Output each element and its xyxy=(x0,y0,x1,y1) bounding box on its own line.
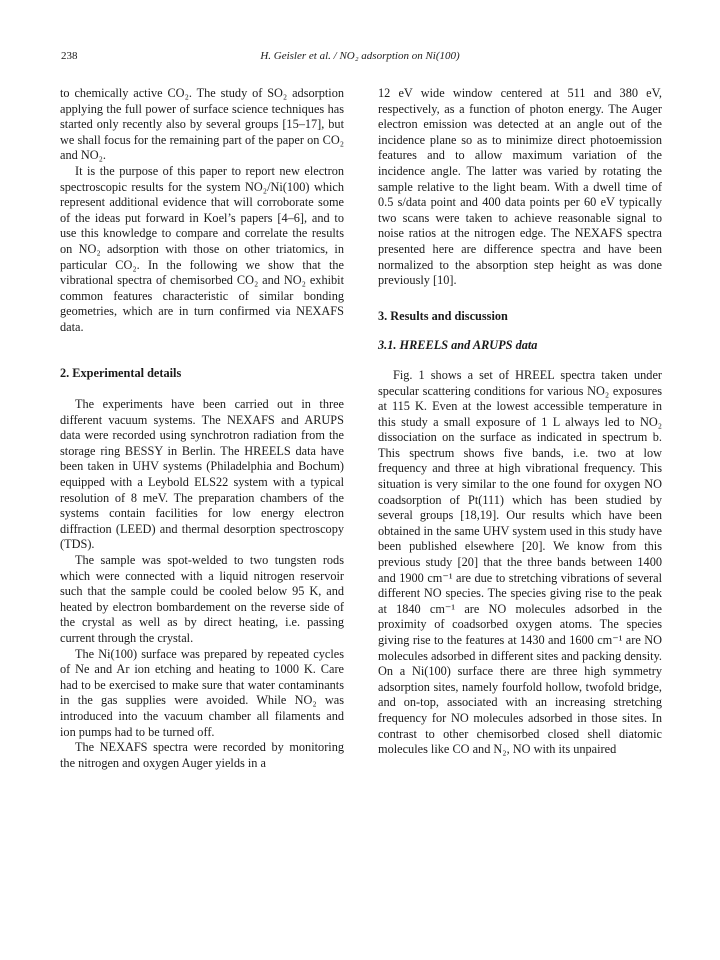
results-paragraph: Fig. 1 shows a set of HREEL spectra taken under specular scattering conditions for various NO₂ exposures at 115 K. Even at the lowest accessible temperature in this study a small exposure of 1 L always led to NO₂ dissociation on the surface as indicated in spectrum b. This spectrum shows five bands, i.e. two at low frequency and three at high vibrational frequency. This situation is very similar to the one found for oxygen NO coadsorption of Pt(111) which has been studied by several groups [18,19]. Our results which have been obtained in the same UHV system used in this study have been published elsewhere [20]. We know from this previous study [20] that the three bands between 1400 and 1900 cm⁻¹ are due to stretching vibrations of several different NO species. The species giving rise to the peak at 1840 cm⁻¹ are NO molecules adsorbed in the proximity of coadsorbed oxygen atoms. The species giving rise to the features at 1430 and 1600 cm⁻¹ are NO molecules adsorbed in different sites and packing density. On a Ni(100) surface there are three high symmetry adsorption sites, namely fourfold hollow, twofold bridge, and on-top, associated with an increasing stretching frequency for NO molecules adsorbed in those sites. In contrast to other chemisorbed closed shell diatomic molecules like CO and N₂, NO with its unpaired xyxy=(378,367,662,757)
intro-continuation-paragraph: to chemically active CO₂. The study of SO₂ adsorption applying the full power of surface science techniques has started only recently also by several groups [15–17], but we shall focus for the remaining part of the paper on CO₂ and NO₂. xyxy=(60,86,344,163)
subsection-3-1-heading: 3.1. HREELS and ARUPS data xyxy=(378,338,538,353)
experimental-paragraph-3: The Ni(100) surface was prepared by repeated cycles of Ne and Ar ion etching and heating to 1000 K. Care had to be exercised to make sure that water contaminants in the gas supplies were avoided. While NO₂ was introduced into the vacuum chamber all filaments and ion pumps had to be turned off. xyxy=(60,646,344,739)
section-3-heading: 3. Results and discussion xyxy=(378,308,508,323)
section-2-heading: 2. Experimental details xyxy=(60,365,182,380)
experimental-paragraph-4: The NEXAFS spectra were recorded by monitoring the nitrogen and oxygen Auger yields in a xyxy=(60,740,344,770)
right-column xyxy=(378,86,662,758)
page-number: 238 xyxy=(61,50,78,62)
experimental-paragraph-1: The experiments have been carried out in three different vacuum systems. The NEXAFS and ARUPS data were recorded using synchrotron radiation from the storage ring BESSY in Berlin. The HREELS data have been taken in UHV systems (Philadelphia and Bochum) equipped with a Leybold ELS22 system with a typical resolution of 8 meV. The preparation chambers of the systems contain facilities for low energy electron diffraction (LEED) and thermal desorption spectroscopy (TDS). xyxy=(60,397,344,552)
left-column xyxy=(60,86,344,771)
experimental-continuation-paragraph: 12 eV wide window centered at 511 and 380 eV, respectively, as a function of photon energy. The Auger electron emission was detected at an angle out of the incidence plane so as to minimize direct photoemission features and to allow maximum variation of the incidence angle. The latter was varied by rotating the sample relative to the light beam. With a dwell time of 0.5 s/data point and 400 data points per 60 eV typically two scans were taken to achieve reasonable signal to noise ratios at the nitrogen edge. The NEXAFS spectra presented here are difference spectra and have been normalized to the absorption step height as was done previously [10]. xyxy=(378,86,662,288)
experimental-paragraph-2: The sample was spot-welded to two tungsten rods which were connected with a liquid nitrogen reservoir such that the sample could be cooled below 95 K, and heated by electron bombardement on the reverse side of the crystal as well as by direct heating, i.e. passing current through the crystal. xyxy=(60,553,344,645)
running-head: H. Geisler et al. / NO₂ adsorption on Ni(100) xyxy=(260,50,460,62)
intro-purpose-paragraph: It is the purpose of this paper to report new electron spectroscopic results for the system NO₂/Ni(100) which represent additional evidence that will corroborate some of the ideas put forward in Koel’s papers [4–6], and to use this knowledge to compare and correlate the results on NO₂ adsorption with those on other triatomics, in particular CO₂. In the following we show that the vibrational spectra of chemisorbed CO₂ and NO₂ exhibit common features characteristic of similar bonding geometries, which are in turn confirmed via NEXAFS data. xyxy=(60,163,344,334)
